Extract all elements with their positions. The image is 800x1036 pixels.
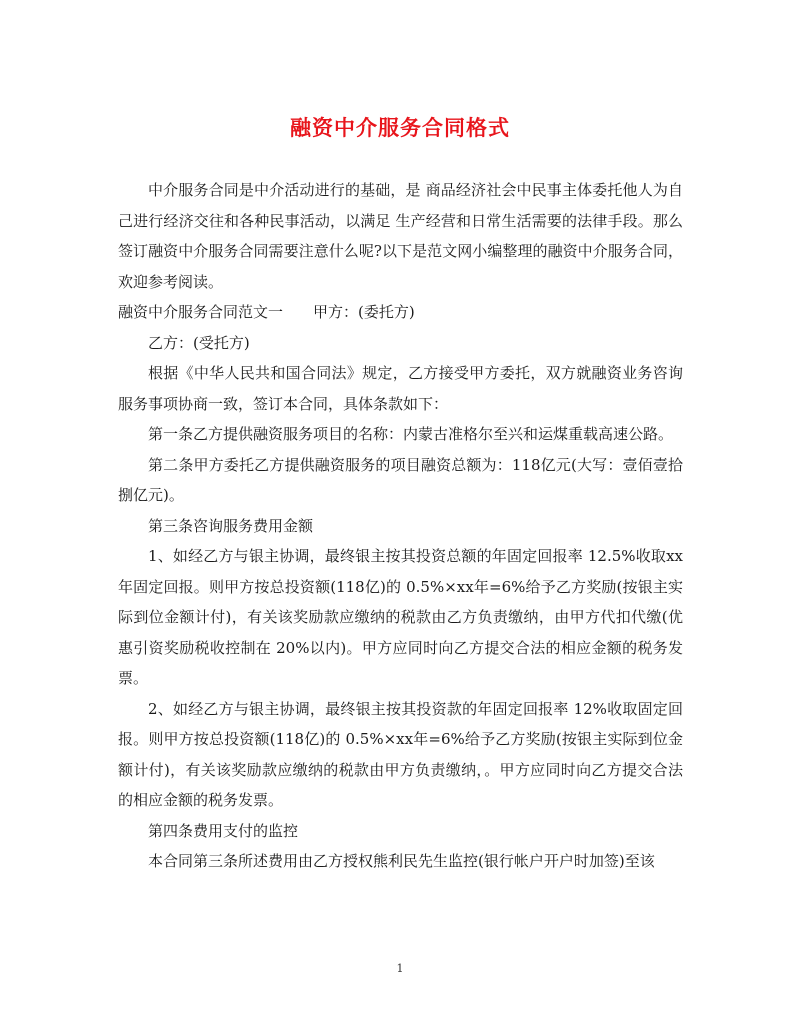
article-1-paragraph: 第一条乙方提供融资服务项目的名称：内蒙古准格尔至兴和运煤重载高速公路。: [148, 425, 674, 443]
article-3-item-2: 2、如经乙方与银主协调，最终银主按其投资款的年固定回报率 12%收取固定回报。则甲方按总投资额(118亿)的 0.5%×xx年=6%给予乙方奖励(按银主实际到位金额计付)，有关该奖励款应缴纳的税款由甲方负责缴纳，。甲方应同时向乙方提交合法的相应金额的税务发票。: [118, 699, 683, 809]
intro-paragraph: 中介服务合同是中介活动进行的基础，是 商品经济社会中民事主体委托他人为自己进行经济交往和各种民事活动，以满足 生产经营和日常生活需要的法律手段。那么签订融资中介服务合同需要注意什么呢?以下是范文网小编整理的融资中介服务合同，欢迎参考阅读。: [118, 181, 683, 291]
page-number: 1: [396, 962, 404, 975]
sample-heading: 融资中介服务合同范文一 甲方：(委托方): [118, 303, 415, 321]
party-b-line: 乙方：(受托方): [148, 333, 250, 352]
document-title: 融资中介服务合同格式: [290, 115, 510, 140]
article-3-heading: 第三条咨询服务费用金额: [148, 516, 314, 535]
article-2-paragraph: 第二条甲方委托乙方提供融资服务的项目融资总额为：118亿元(大写：壹佰壹拾捌亿元)。: [118, 455, 683, 504]
document-body: [118, 175, 683, 877]
preamble-paragraph: 根据《中华人民共和国合同法》规定，乙方接受甲方委托，双方就融资业务咨询服务事项协商一致，签订本合同，具体条款如下：: [118, 364, 683, 413]
article-4-heading: 第四条费用支付的监控: [148, 821, 299, 840]
article-3-item-1: 1、如经乙方与银主协调，最终银主按其投资总额的年固定回报率 12.5%收取xx年固定回报。则甲方按总投资额(118亿)的 0.5%×xx年=6%给予乙方奖励(按银主实际到位金额计付)，有关该奖励款应缴纳的税款由乙方负责缴纳，由甲方代扣代缴(优惠引资奖励税收控制在 20%以内)。甲方应同时向乙方提交合法的相应金额的税务发票。: [118, 547, 683, 687]
article-4-paragraph: 本合同第三条所述费用由乙方授权熊利民先生监控(银行帐户开户时加签)至该: [148, 852, 655, 870]
